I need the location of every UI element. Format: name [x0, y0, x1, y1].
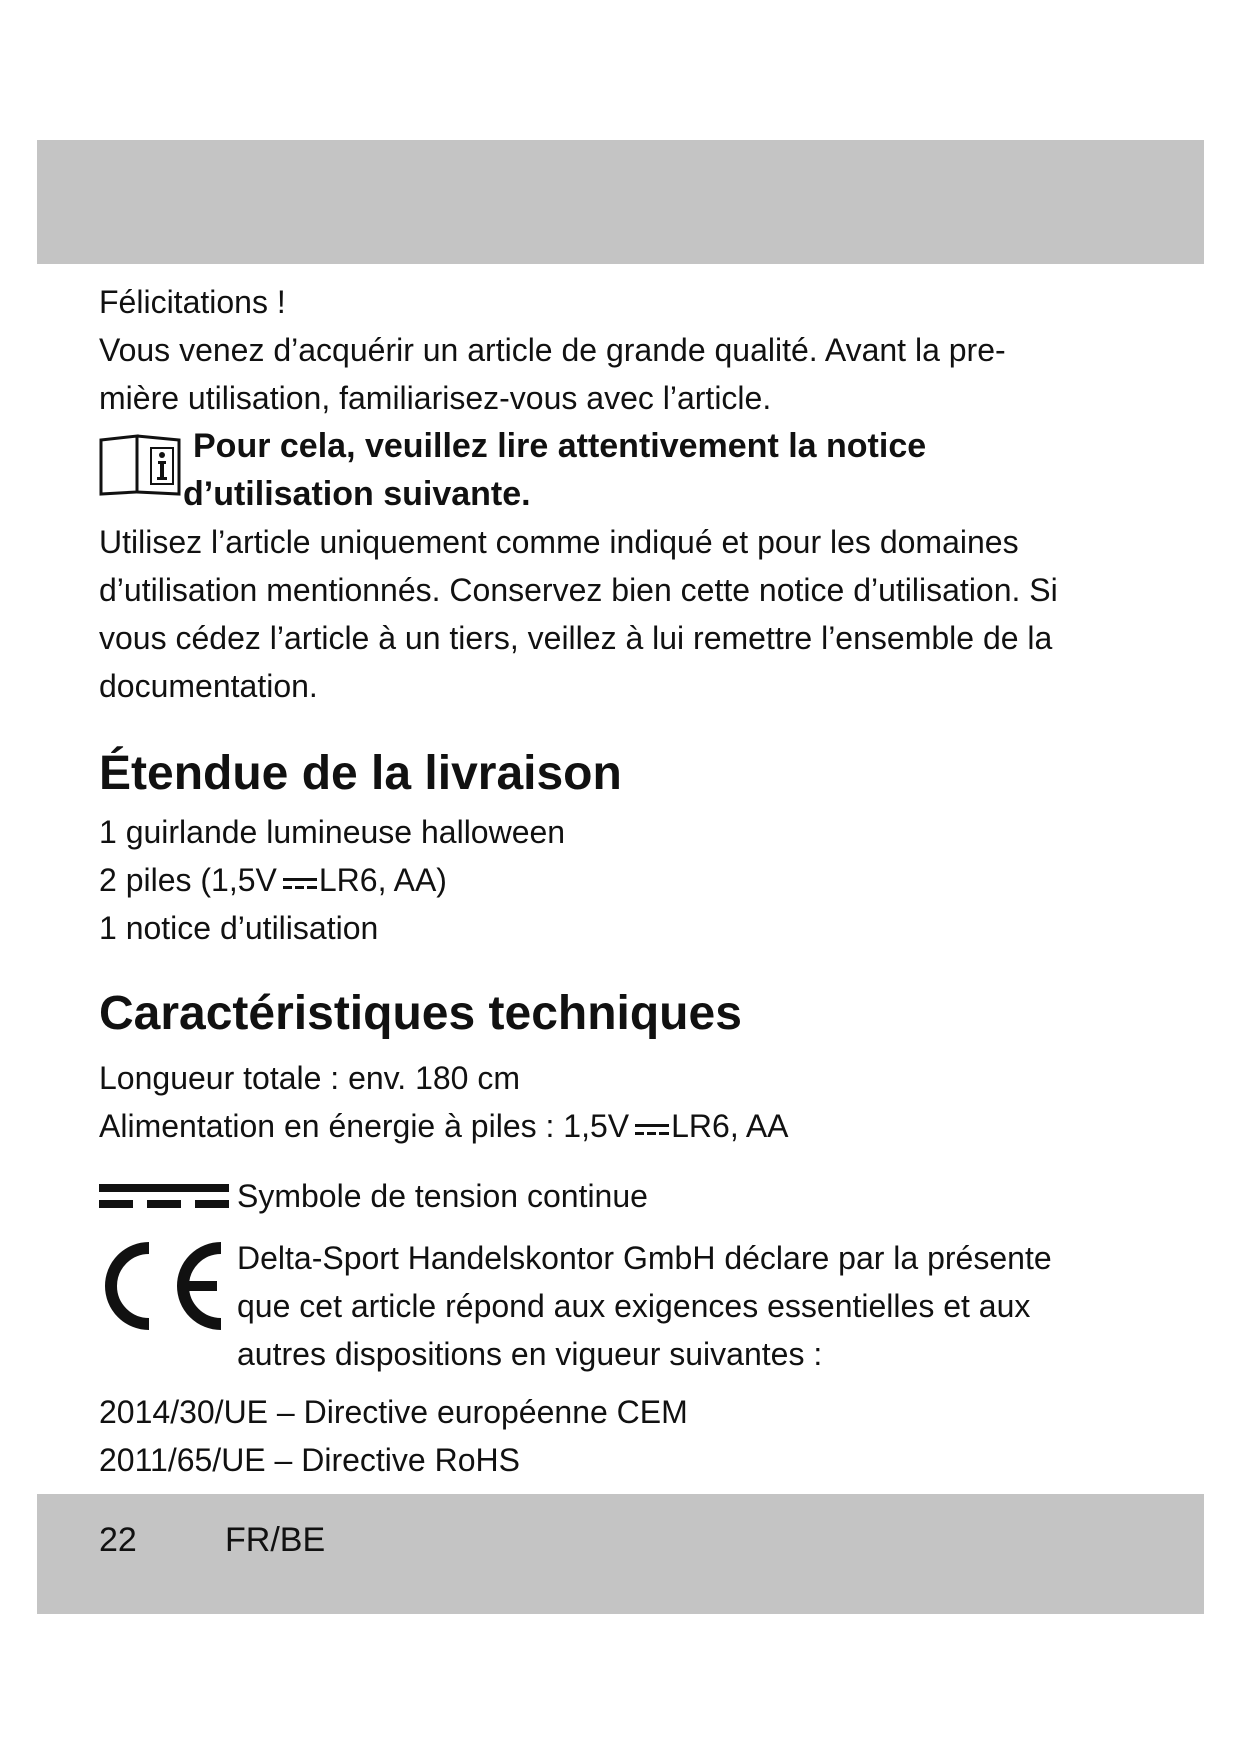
dc-voltage-icon [635, 1119, 669, 1139]
directive-1: 2014/30/UE – Directive européenne CEM [99, 1394, 688, 1430]
dc-symbol-label: Symbole de tension continue [237, 1178, 648, 1214]
delivery-item-2-suffix: , AA) [377, 862, 447, 898]
page-number: 22 [99, 1521, 137, 1559]
dc-voltage-symbol-icon [99, 1180, 229, 1212]
notice-line-1: Pour cela, veuillez lire attentivement la notice [193, 427, 927, 465]
ce-mark-icon [99, 1238, 229, 1334]
intro-line-2: mière utilisation, familiarisez-vous avec l’article. [99, 380, 772, 416]
ce-text [237, 1234, 1052, 1378]
specs-heading: Caractéristiques techniques [99, 987, 742, 1040]
spec-length: Longueur totale : env. 180 cm [99, 1060, 521, 1096]
delivery-item-2 [99, 856, 1129, 904]
ce-line-3: autres dispositions en vigueur suivantes : [237, 1336, 823, 1372]
usage-line-2: d’utilisation mentionnés. Conservez bien cette notice d’utilisation. Si [99, 572, 1058, 608]
spec-power-suffix: , AA [729, 1108, 789, 1144]
usage-line-4: documentation. [99, 668, 318, 704]
greeting: Félicitations ! [99, 284, 286, 320]
delivery-item-2-prefix: 2 piles (1,5V [99, 862, 277, 898]
notice-line-2: d’utilisation suivante. [183, 475, 531, 513]
ce-declaration [99, 1234, 1129, 1378]
ce-line-2: que cet article répond aux exigences essentielles et aux [237, 1288, 1031, 1324]
spec-power-prefix: Alimentation en énergie à piles : 1,5V [99, 1108, 630, 1144]
delivery-heading: Étendue de la livraison [99, 747, 622, 800]
directive-2: 2011/65/UE – Directive RoHS [99, 1442, 520, 1478]
directives-list [99, 1388, 1129, 1484]
locale-label: FR/BE [225, 1521, 326, 1559]
read-notice-text [183, 422, 926, 518]
book-info-icon [99, 434, 183, 498]
delivery-item-3: 1 notice d’utilisation [99, 910, 379, 946]
usage-line-1: Utilisez l’article uniquement comme indiqué et pour les domaines [99, 524, 1019, 560]
delivery-item-1: 1 guirlande lumineuse halloween [99, 814, 566, 850]
read-notice-block [99, 422, 1129, 518]
usage-line-3: vous cédez l’article à un tiers, veillez à lui remettre l’ensemble de la [99, 620, 1053, 656]
dc-voltage-icon [283, 873, 317, 893]
delivery-item-2-code: LR6 [318, 862, 378, 898]
page-content [99, 278, 1129, 1484]
spec-power [99, 1102, 1129, 1150]
header-band [37, 140, 1204, 264]
page-footer [99, 1516, 325, 1564]
ce-line-1: Delta-Sport Handelskontor GmbH déclare par la présente [237, 1240, 1052, 1276]
dc-symbol-row [99, 1172, 1129, 1220]
intro-line-1: Vous venez d’acquérir un article de grande qualité. Avant la pre- [99, 332, 1006, 368]
spec-power-code: LR6 [671, 1108, 730, 1144]
